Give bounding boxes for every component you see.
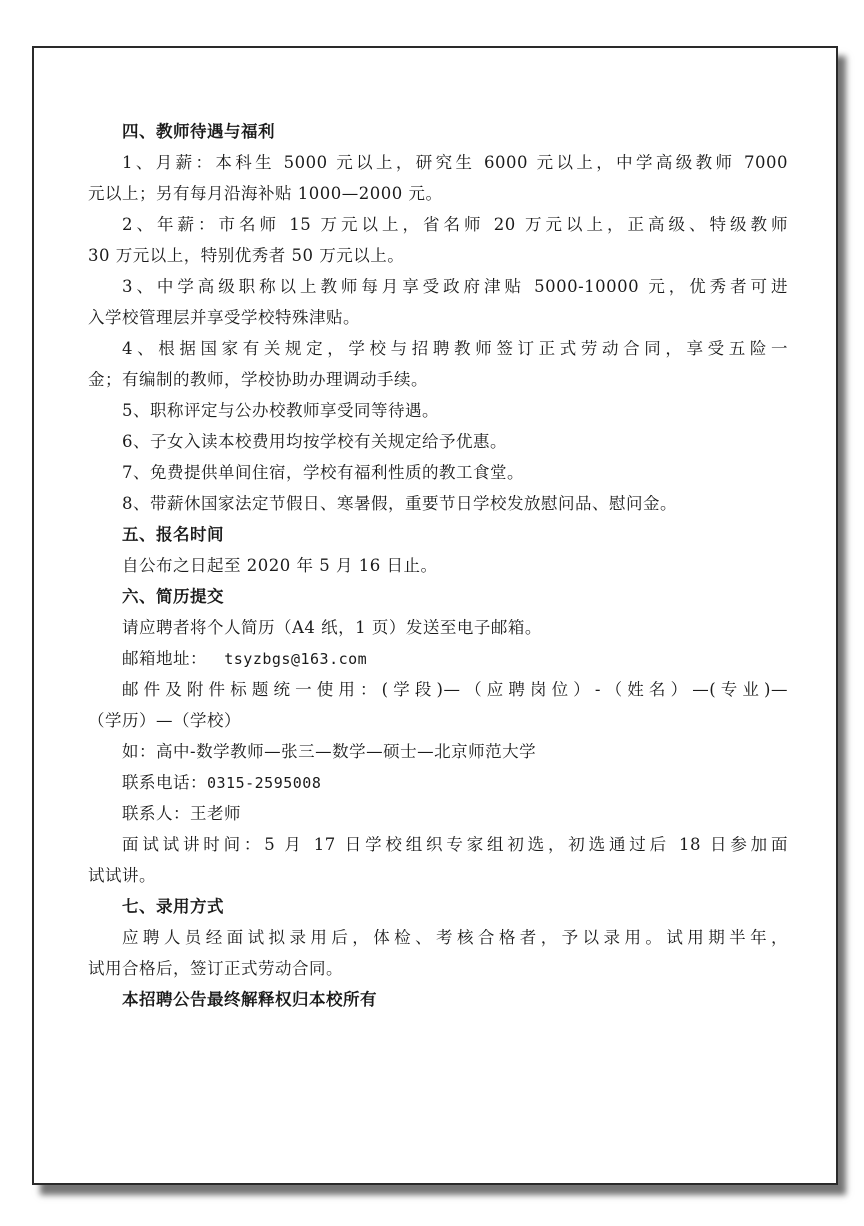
benefit-item-4-line-1: 4、根据国家有关规定，学校与招聘教师签订正式劳动合同，享受五险一 xyxy=(122,339,788,358)
phone-number: 0315-2595008 xyxy=(207,774,322,792)
email-label: 邮箱地址： xyxy=(122,649,207,668)
benefit-item-5: 5、职称评定与公办校教师享受同等待遇。 xyxy=(122,401,439,420)
benefit-item-3-line-2: 入学校管理层并享受学校特殊津贴。 xyxy=(88,308,360,327)
contact-person: 联系人：王老师 xyxy=(122,804,241,823)
email-title-format-line-1: 邮件及附件标题统一使用：(学段)—（应聘岗位）-（姓名）—(专业)— xyxy=(122,680,788,699)
email-title-example: 如：高中-数学教师—张三—数学—硕士—北京师范大学 xyxy=(122,742,537,761)
document-content xyxy=(88,116,788,1015)
interview-time-line-1: 面试试讲时间：5 月 17 日学校组织专家组初选，初选通过后 18 日参加面 xyxy=(122,835,788,854)
interview-time-line-2: 试试讲。 xyxy=(88,866,156,885)
benefit-item-3-line-1: 3、中学高级职称以上教师每月享受政府津贴 5000-10000 元，优秀者可进 xyxy=(122,277,788,296)
phone-label: 联系电话： xyxy=(122,773,207,792)
email-row xyxy=(88,643,788,674)
benefit-item-6: 6、子女入读本校费用均按学校有关规定给予优惠。 xyxy=(122,432,507,451)
phone-row xyxy=(88,767,788,798)
hiring-method-line-2: 试用合格后，签订正式劳动合同。 xyxy=(88,959,343,978)
benefit-item-2-line-1: 2、年薪：市名师 15 万元以上，省名师 20 万元以上，正高级、特级教师 xyxy=(122,215,788,234)
benefit-item-1-line-1: 1、月薪：本科生 5000 元以上，研究生 6000 元以上，中学高级教师 7000 xyxy=(122,153,788,172)
section-heading-benefits: 四、教师待遇与福利 xyxy=(122,122,275,141)
section-heading-hiring-method: 七、录用方式 xyxy=(122,897,224,916)
section-heading-registration-time: 五、报名时间 xyxy=(122,525,224,544)
registration-time-text: 自公布之日起至 2020 年 5 月 16 日止。 xyxy=(122,556,438,575)
email-address[interactable]: tsyzbgs@163.com xyxy=(224,650,368,668)
benefit-item-1-line-2: 元以上；另有每月沿海补贴 1000—2000 元。 xyxy=(88,184,443,203)
hiring-method-line-1: 应聘人员经面试拟录用后，体检、考核合格者，予以录用。试用期半年， xyxy=(122,928,788,947)
email-title-format-line-2: （学历）—（学校） xyxy=(88,711,241,730)
benefit-item-4-line-2: 金；有编制的教师，学校协助办理调动手续。 xyxy=(88,370,428,389)
benefit-item-2-line-2: 30 万元以上，特别优秀者 50 万元以上。 xyxy=(88,246,405,265)
final-note: 本招聘公告最终解释权归本校所有 xyxy=(122,990,377,1009)
resume-instruction: 请应聘者将个人简历（A4 纸，1 页）发送至电子邮箱。 xyxy=(122,618,542,637)
benefit-item-8: 8、带薪休国家法定节假日、寒暑假，重要节日学校发放慰问品、慰问金。 xyxy=(122,494,677,513)
section-heading-resume-submission: 六、简历提交 xyxy=(122,587,224,606)
benefit-item-7: 7、免费提供单间住宿，学校有福利性质的教工食堂。 xyxy=(122,463,524,482)
